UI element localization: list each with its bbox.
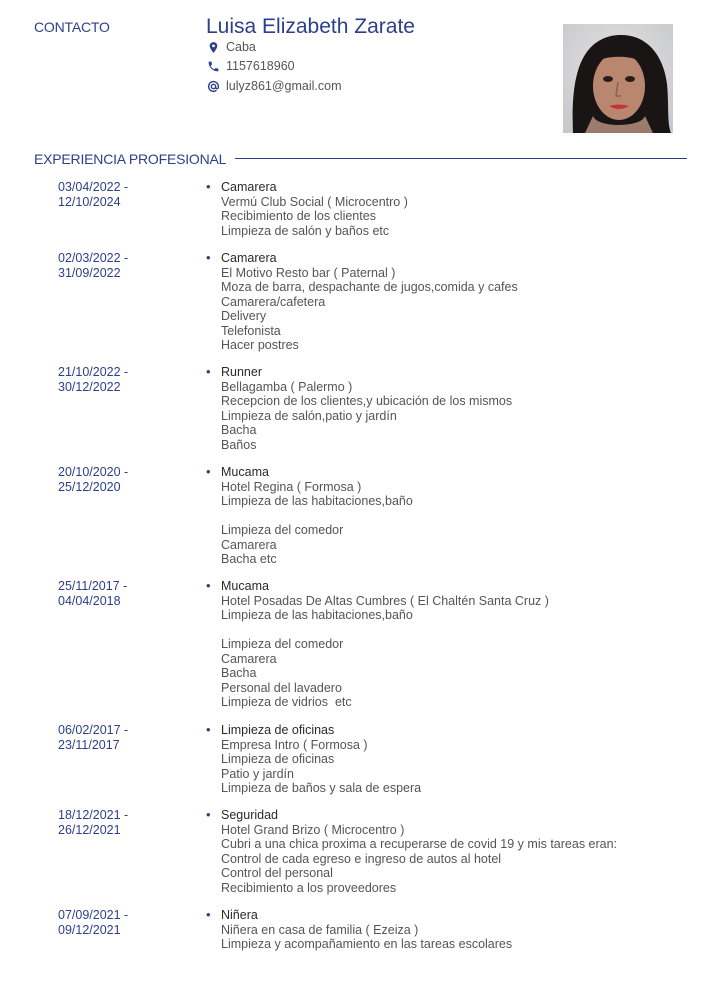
job-detail-line: Patio y jardín: [221, 766, 294, 781]
job-role: Seguridad: [221, 808, 278, 822]
entry-dates: [58, 579, 178, 608]
bullet-icon: •: [206, 464, 211, 479]
job-detail-line: Bellagamba ( Palermo ): [221, 379, 353, 394]
date-start: 18/12/2021 -: [58, 808, 129, 822]
experience-section-title: EXPERIENCIA PROFESIONAL: [34, 151, 227, 167]
date-end: 25/12/2020: [58, 479, 121, 494]
job-detail-line: Camarera: [221, 537, 277, 552]
job-detail-line: Limpieza de salón,patio y jardín: [221, 408, 397, 423]
entry-body: [221, 908, 691, 952]
phone-text: 1157618960: [226, 59, 295, 73]
bullet-icon: •: [206, 364, 211, 379]
date-end: 09/12/2021: [58, 922, 121, 937]
person-name: Luisa Elizabeth Zarate: [206, 15, 415, 38]
job-detail-line: Recibimiento a los proveedores: [221, 880, 397, 895]
section-divider: [235, 158, 687, 159]
contact-city: [206, 40, 256, 54]
job-detail-line: Baños: [221, 437, 257, 452]
entry-body: [221, 465, 691, 567]
bullet-icon: •: [206, 907, 211, 922]
job-detail-line: Limpieza del comedor: [221, 637, 344, 651]
job-role: Mucama: [221, 579, 269, 593]
job-detail-line: Niñera en casa de familia ( Ezeiza ): [221, 922, 419, 937]
entry-dates: [58, 908, 178, 937]
entry-dates: [58, 180, 178, 209]
entry-dates: [58, 723, 178, 752]
job-detail-line: Cubri a una chica proxima a recuperarse de covid 19 y mis tareas eran:: [221, 837, 618, 851]
profile-photo: [563, 24, 673, 133]
entry-dates: [58, 365, 178, 394]
job-detail-line: [221, 623, 691, 638]
date-start: 02/03/2022 -: [58, 251, 129, 265]
date-end: 23/11/2017: [58, 737, 120, 752]
job-detail-line: Recibimiento de los clientes: [221, 209, 376, 223]
job-detail-line: Delivery: [221, 309, 267, 323]
job-detail-line: Hotel Grand Brizo ( Microcentro ): [221, 822, 405, 837]
job-detail-line: Limpieza de baños y sala de espera: [221, 781, 422, 795]
date-end: 04/04/2018: [58, 593, 121, 608]
job-detail-line: Hotel Posadas De Altas Cumbres ( El Chaltén Santa Cruz ): [221, 593, 549, 608]
job-detail-line: Limpieza de salón y baños etc: [221, 223, 390, 238]
date-start: 20/10/2020 -: [58, 465, 129, 479]
job-detail-line: Personal del lavadero: [221, 680, 342, 695]
entry-body: [221, 808, 691, 895]
city-text: Caba: [226, 40, 256, 54]
bullet-icon: •: [206, 250, 211, 265]
job-detail-line: Bacha etc: [221, 552, 277, 566]
entry-body: [221, 723, 691, 796]
job-detail-line: Vermú Club Social ( Microcentro ): [221, 194, 408, 209]
entry-body: [221, 251, 691, 353]
bullet-icon: •: [206, 807, 211, 822]
entry-dates: [58, 251, 178, 280]
job-detail-line: Hacer postres: [221, 338, 299, 352]
contact-section-label: CONTACTO: [34, 19, 110, 35]
job-detail-line: Camarera: [221, 651, 277, 666]
entry-body: [221, 365, 691, 452]
job-detail-line: Empresa Intro ( Formosa ): [221, 737, 368, 752]
job-detail-line: Control de cada egreso e ingreso de autos al hotel: [221, 851, 502, 866]
entry-body: [221, 579, 691, 710]
location-pin-icon: [206, 40, 220, 54]
entry-dates: [58, 465, 178, 494]
job-detail-line: Limpieza del comedor: [221, 523, 344, 537]
job-detail-line: Bacha: [221, 423, 257, 437]
entry-dates: [58, 808, 178, 837]
at-sign-icon: [206, 79, 220, 93]
date-start: 03/04/2022 -: [58, 180, 129, 194]
job-role: Runner: [221, 365, 262, 379]
date-start: 07/09/2021 -: [58, 908, 129, 922]
entry-body: [221, 180, 691, 238]
job-detail-line: Camarera/cafetera: [221, 294, 326, 309]
job-detail-line: Limpieza de oficinas: [221, 752, 335, 766]
job-detail-line: Limpieza de las habitaciones,baño: [221, 494, 413, 508]
bullet-icon: •: [206, 578, 211, 593]
contact-phone: [206, 59, 295, 73]
phone-icon: [206, 59, 220, 73]
job-role: Camarera: [221, 180, 277, 194]
date-end: 26/12/2021: [58, 822, 121, 837]
job-detail-line: El Motivo Resto bar ( Paternal ): [221, 265, 396, 280]
job-detail-line: Limpieza de las habitaciones,baño: [221, 608, 413, 622]
date-end: 30/12/2022: [58, 379, 121, 394]
date-end: 31/09/2022: [58, 265, 121, 280]
job-detail-line: Bacha: [221, 666, 257, 680]
job-role: Mucama: [221, 465, 269, 479]
job-role: Niñera: [221, 908, 258, 922]
job-detail-line: Control del personal: [221, 866, 333, 880]
date-start: 21/10/2022 -: [58, 365, 129, 379]
date-start: 06/02/2017 -: [58, 723, 129, 737]
email-text: lulyz861@gmail.com: [226, 79, 342, 93]
contact-email: [206, 79, 342, 93]
job-role: Camarera: [221, 251, 277, 265]
job-detail-line: Recepcion de los clientes,y ubicación de los mismos: [221, 394, 513, 408]
bullet-icon: •: [206, 179, 211, 194]
job-detail-line: [221, 509, 691, 524]
job-detail-line: Limpieza y acompañamiento en las tareas escolares: [221, 937, 513, 951]
date-start: 25/11/2017 -: [58, 579, 128, 593]
date-end: 12/10/2024: [58, 194, 121, 209]
job-detail-line: Limpieza de vidrios etc: [221, 695, 352, 709]
job-detail-line: Telefonista: [221, 323, 281, 338]
job-detail-line: Hotel Regina ( Formosa ): [221, 479, 362, 494]
job-detail-line: Moza de barra, despachante de jugos,comida y cafes: [221, 280, 518, 294]
job-role: Limpieza de oficinas: [221, 723, 335, 737]
bullet-icon: •: [206, 722, 211, 737]
